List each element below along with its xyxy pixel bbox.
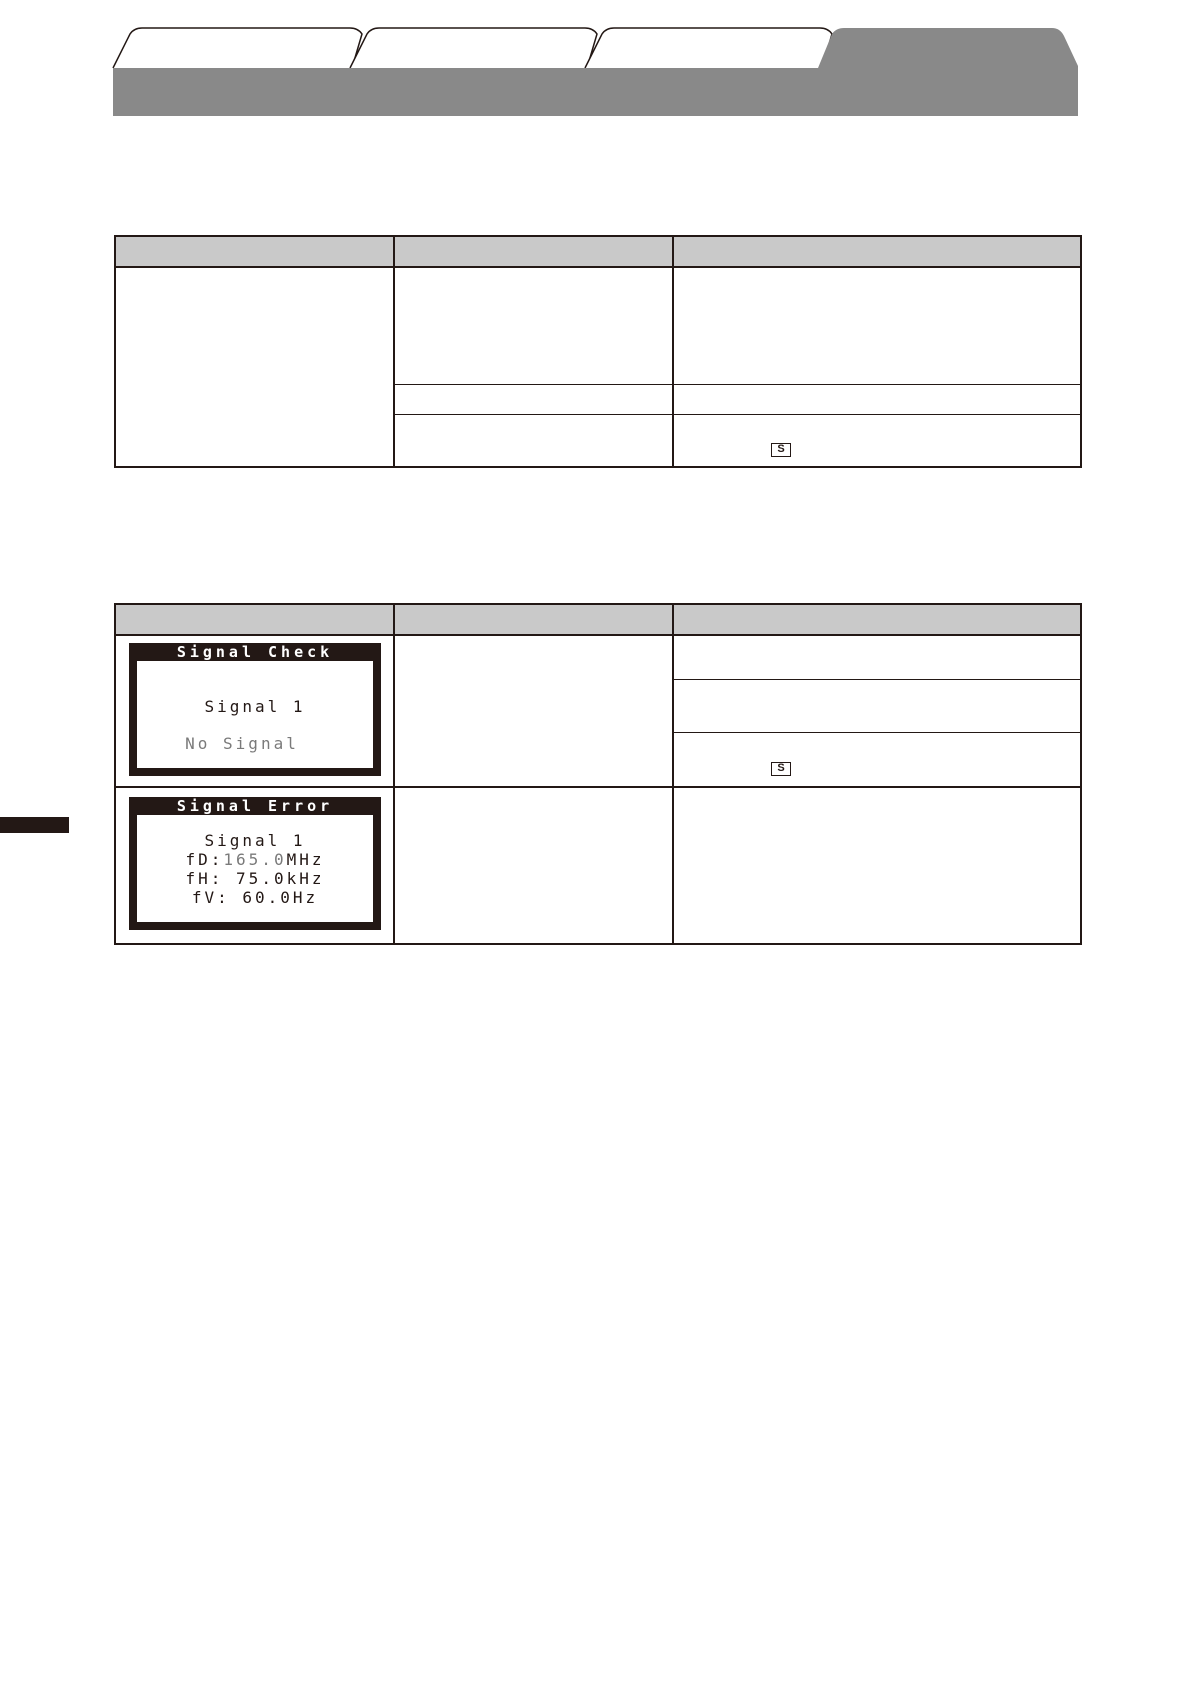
- table1-header-cause: [394, 236, 673, 267]
- table2-cause-cell-2: [394, 787, 673, 944]
- table2-cause-cell-1: [394, 635, 673, 787]
- table1-remedy-cell-1: [673, 267, 1081, 385]
- chapter-marker: [0, 817, 69, 833]
- tab-2: [350, 28, 597, 68]
- table1-cause-cell-3: [394, 415, 673, 467]
- signal-error-screen: [129, 797, 381, 930]
- signal-check-line-1: Signal 1: [204, 697, 306, 716]
- table2-header-remedy: [673, 604, 1081, 635]
- fd-label: fD:: [185, 850, 224, 869]
- tab-3: [585, 28, 832, 68]
- table1-cause-cell-1: [394, 267, 673, 385]
- tab-1: [113, 28, 362, 68]
- table2-remedy-cell-4: [673, 787, 1081, 944]
- signal-check-body: [137, 661, 373, 768]
- table2-remedy-cell-3: [673, 732, 1081, 787]
- s-key-icon: S: [771, 443, 791, 457]
- signal-check-line-2: No Signal: [185, 734, 299, 753]
- signal-error-body: [137, 815, 373, 922]
- fd-unit: MHz: [286, 850, 325, 869]
- table1-cause-cell-2: [394, 385, 673, 415]
- table-1: [114, 235, 1082, 468]
- signal-error-fv: fV: 60.0Hz: [191, 888, 319, 907]
- table1-problem-cell: [115, 267, 394, 467]
- signal-error-fd: [137, 850, 373, 869]
- table2-remedy-cell-1: [673, 635, 1081, 680]
- signal-error-fh: fH: 75.0kHz: [185, 869, 325, 888]
- header-bar: [113, 68, 1078, 116]
- tab-4-active: [818, 28, 1078, 70]
- signal-check-title: Signal Check: [176, 643, 334, 661]
- table2-header-problem: [115, 604, 394, 635]
- signal-check-screen: [129, 643, 381, 776]
- signal-error-line-1: Signal 1: [204, 831, 306, 850]
- signal-error-title: Signal Error: [176, 797, 334, 815]
- table2-remedy-cell-2: [673, 680, 1081, 732]
- table1-header-remedy: [673, 236, 1081, 267]
- table1-header-problem: [115, 236, 394, 267]
- s-key-icon: S: [771, 762, 791, 776]
- table1-remedy-cell-2: [673, 385, 1081, 415]
- table1-remedy-cell-3: [673, 415, 1081, 467]
- table2-header-cause: [394, 604, 673, 635]
- fd-value: 165.0: [223, 850, 287, 869]
